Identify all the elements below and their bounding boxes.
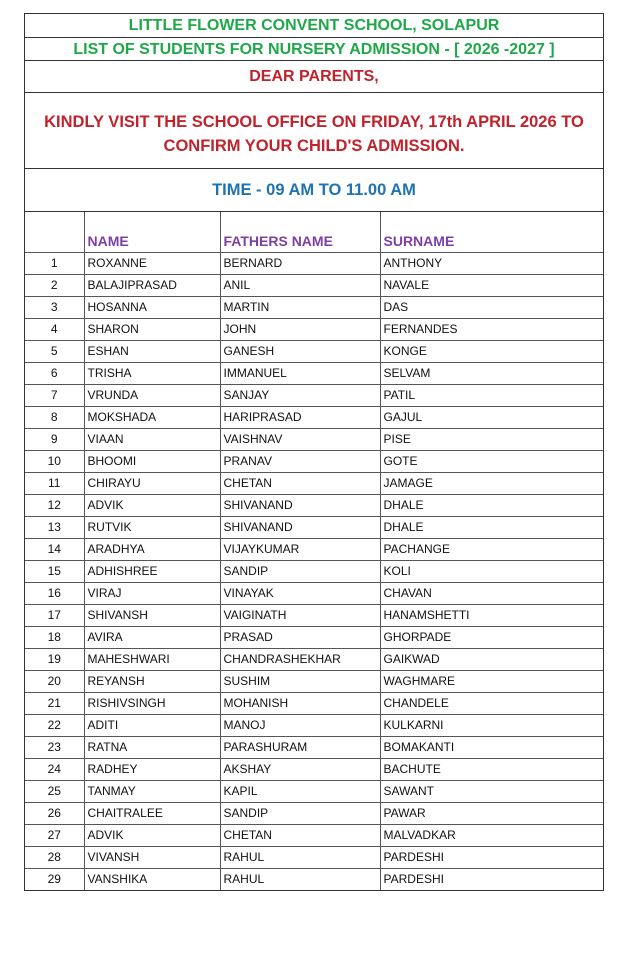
table-row bbox=[25, 780, 603, 802]
cell-father-name: GANESH bbox=[220, 340, 380, 362]
school-name: LITTLE FLOWER CONVENT SCHOOL, SOLAPUR bbox=[25, 14, 603, 38]
cell-surname: DHALE bbox=[380, 516, 603, 538]
table-row bbox=[25, 604, 603, 626]
cell-surname: PARDESHI bbox=[380, 868, 603, 890]
cell-father-name: MANOJ bbox=[220, 714, 380, 736]
cell-sr: 5 bbox=[25, 340, 84, 362]
cell-surname: HANAMSHETTI bbox=[380, 604, 603, 626]
cell-father-name: MARTIN bbox=[220, 296, 380, 318]
table-row bbox=[25, 824, 603, 846]
cell-father-name: VIJAYKUMAR bbox=[220, 538, 380, 560]
cell-sr: 24 bbox=[25, 758, 84, 780]
table-row bbox=[25, 274, 603, 296]
time-line: TIME - 09 AM TO 11.00 AM bbox=[25, 169, 603, 212]
cell-surname: BACHUTE bbox=[380, 758, 603, 780]
column-header-surname: SURNAME bbox=[380, 212, 603, 252]
cell-surname: PAWAR bbox=[380, 802, 603, 824]
cell-surname: SELVAM bbox=[380, 362, 603, 384]
table-row bbox=[25, 626, 603, 648]
cell-name: VIVANSH bbox=[84, 846, 220, 868]
cell-father-name: SANDIP bbox=[220, 802, 380, 824]
cell-name: RUTVIK bbox=[84, 516, 220, 538]
table-row bbox=[25, 362, 603, 384]
cell-sr: 28 bbox=[25, 846, 84, 868]
cell-father-name: BERNARD bbox=[220, 252, 380, 274]
cell-name: ADVIK bbox=[84, 494, 220, 516]
cell-surname: GOTE bbox=[380, 450, 603, 472]
cell-surname: PACHANGE bbox=[380, 538, 603, 560]
cell-surname: PARDESHI bbox=[380, 846, 603, 868]
cell-father-name: VAISHNAV bbox=[220, 428, 380, 450]
table-row bbox=[25, 340, 603, 362]
cell-surname: KULKARNI bbox=[380, 714, 603, 736]
cell-father-name: CHANDRASHEKHAR bbox=[220, 648, 380, 670]
students-table bbox=[25, 212, 603, 890]
cell-name: MAHESHWARI bbox=[84, 648, 220, 670]
cell-sr: 8 bbox=[25, 406, 84, 428]
cell-surname: GAIKWAD bbox=[380, 648, 603, 670]
cell-sr: 26 bbox=[25, 802, 84, 824]
cell-father-name: IMMANUEL bbox=[220, 362, 380, 384]
cell-name: BALAJIPRASAD bbox=[84, 274, 220, 296]
cell-father-name: SHIVANAND bbox=[220, 494, 380, 516]
cell-sr: 11 bbox=[25, 472, 84, 494]
table-row bbox=[25, 758, 603, 780]
cell-surname: KOLI bbox=[380, 560, 603, 582]
table-row bbox=[25, 516, 603, 538]
table-row bbox=[25, 384, 603, 406]
cell-father-name: PRANAV bbox=[220, 450, 380, 472]
cell-sr: 6 bbox=[25, 362, 84, 384]
cell-father-name: CHETAN bbox=[220, 472, 380, 494]
cell-sr: 4 bbox=[25, 318, 84, 340]
cell-name: ADITI bbox=[84, 714, 220, 736]
cell-sr: 9 bbox=[25, 428, 84, 450]
cell-sr: 14 bbox=[25, 538, 84, 560]
cell-surname: NAVALE bbox=[380, 274, 603, 296]
column-header-sr bbox=[25, 212, 84, 252]
cell-name: VRUNDA bbox=[84, 384, 220, 406]
cell-father-name: PRASAD bbox=[220, 626, 380, 648]
cell-name: REYANSH bbox=[84, 670, 220, 692]
table-row bbox=[25, 472, 603, 494]
cell-name: TRISHA bbox=[84, 362, 220, 384]
cell-father-name: VAIGINATH bbox=[220, 604, 380, 626]
cell-name: VIAAN bbox=[84, 428, 220, 450]
table-row bbox=[25, 450, 603, 472]
cell-name: ESHAN bbox=[84, 340, 220, 362]
table-row bbox=[25, 494, 603, 516]
table-row bbox=[25, 252, 603, 274]
cell-name: SHARON bbox=[84, 318, 220, 340]
cell-father-name: RAHUL bbox=[220, 868, 380, 890]
cell-father-name: HARIPRASAD bbox=[220, 406, 380, 428]
cell-surname: KONGE bbox=[380, 340, 603, 362]
cell-sr: 18 bbox=[25, 626, 84, 648]
cell-name: AVIRA bbox=[84, 626, 220, 648]
cell-surname: PATIL bbox=[380, 384, 603, 406]
cell-surname: GAJUL bbox=[380, 406, 603, 428]
cell-father-name: CHETAN bbox=[220, 824, 380, 846]
cell-sr: 29 bbox=[25, 868, 84, 890]
table-row bbox=[25, 648, 603, 670]
cell-name: VIRAJ bbox=[84, 582, 220, 604]
table-row bbox=[25, 868, 603, 890]
table-row bbox=[25, 802, 603, 824]
cell-sr: 15 bbox=[25, 560, 84, 582]
cell-father-name: KAPIL bbox=[220, 780, 380, 802]
cell-father-name: MOHANISH bbox=[220, 692, 380, 714]
table-row bbox=[25, 582, 603, 604]
cell-father-name: JOHN bbox=[220, 318, 380, 340]
instruction-line-2: CONFIRM YOUR CHILD'S ADMISSION. bbox=[163, 137, 465, 155]
cell-sr: 2 bbox=[25, 274, 84, 296]
cell-father-name: AKSHAY bbox=[220, 758, 380, 780]
cell-sr: 19 bbox=[25, 648, 84, 670]
cell-name: VANSHIKA bbox=[84, 868, 220, 890]
cell-sr: 20 bbox=[25, 670, 84, 692]
cell-father-name: SANJAY bbox=[220, 384, 380, 406]
table-row bbox=[25, 538, 603, 560]
cell-surname: MALVADKAR bbox=[380, 824, 603, 846]
table-row bbox=[25, 406, 603, 428]
table-row bbox=[25, 692, 603, 714]
cell-sr: 27 bbox=[25, 824, 84, 846]
cell-surname: FERNANDES bbox=[380, 318, 603, 340]
cell-father-name: PARASHURAM bbox=[220, 736, 380, 758]
cell-father-name: ANIL bbox=[220, 274, 380, 296]
table-row bbox=[25, 428, 603, 450]
column-header-father: FATHERS NAME bbox=[220, 212, 380, 252]
cell-name: RATNA bbox=[84, 736, 220, 758]
cell-sr: 3 bbox=[25, 296, 84, 318]
table-row bbox=[25, 670, 603, 692]
table-row bbox=[25, 560, 603, 582]
cell-father-name: SHIVANAND bbox=[220, 516, 380, 538]
cell-surname: DAS bbox=[380, 296, 603, 318]
cell-father-name: SANDIP bbox=[220, 560, 380, 582]
table-row bbox=[25, 318, 603, 340]
instruction-line-1: KINDLY VISIT THE SCHOOL OFFICE ON FRIDAY, 17th APRIL 2026 TO bbox=[44, 113, 584, 131]
cell-sr: 13 bbox=[25, 516, 84, 538]
greeting: DEAR PARENTS, bbox=[25, 61, 603, 93]
cell-sr: 16 bbox=[25, 582, 84, 604]
cell-surname: PISE bbox=[380, 428, 603, 450]
cell-name: CHIRAYU bbox=[84, 472, 220, 494]
cell-surname: JAMAGE bbox=[380, 472, 603, 494]
cell-sr: 22 bbox=[25, 714, 84, 736]
cell-name: BHOOMI bbox=[84, 450, 220, 472]
cell-sr: 12 bbox=[25, 494, 84, 516]
cell-name: ADVIK bbox=[84, 824, 220, 846]
cell-sr: 1 bbox=[25, 252, 84, 274]
cell-surname: ANTHONY bbox=[380, 252, 603, 274]
cell-surname: CHAVAN bbox=[380, 582, 603, 604]
cell-surname: SAWANT bbox=[380, 780, 603, 802]
cell-father-name: SUSHIM bbox=[220, 670, 380, 692]
cell-sr: 17 bbox=[25, 604, 84, 626]
cell-surname: CHANDELE bbox=[380, 692, 603, 714]
cell-name: CHAITRALEE bbox=[84, 802, 220, 824]
list-title: LIST OF STUDENTS FOR NURSERY ADMISSION - [ 2026 -2027 ] bbox=[25, 38, 603, 61]
cell-sr: 25 bbox=[25, 780, 84, 802]
cell-name: RISHIVSINGH bbox=[84, 692, 220, 714]
admission-list-sheet bbox=[24, 13, 604, 891]
cell-name: ADHISHREE bbox=[84, 560, 220, 582]
cell-sr: 10 bbox=[25, 450, 84, 472]
cell-name: SHIVANSH bbox=[84, 604, 220, 626]
instruction bbox=[25, 93, 603, 169]
cell-name: TANMAY bbox=[84, 780, 220, 802]
cell-sr: 7 bbox=[25, 384, 84, 406]
cell-name: RADHEY bbox=[84, 758, 220, 780]
cell-name: MOKSHADA bbox=[84, 406, 220, 428]
table-row bbox=[25, 714, 603, 736]
table-row bbox=[25, 296, 603, 318]
table-header-row bbox=[25, 212, 603, 252]
column-header-name: NAME bbox=[84, 212, 220, 252]
cell-surname: GHORPADE bbox=[380, 626, 603, 648]
table-row bbox=[25, 736, 603, 758]
cell-name: ROXANNE bbox=[84, 252, 220, 274]
cell-name: HOSANNA bbox=[84, 296, 220, 318]
cell-surname: WAGHMARE bbox=[380, 670, 603, 692]
cell-sr: 21 bbox=[25, 692, 84, 714]
cell-father-name: RAHUL bbox=[220, 846, 380, 868]
cell-surname: BOMAKANTI bbox=[380, 736, 603, 758]
cell-father-name: VINAYAK bbox=[220, 582, 380, 604]
cell-sr: 23 bbox=[25, 736, 84, 758]
cell-surname: DHALE bbox=[380, 494, 603, 516]
table-row bbox=[25, 846, 603, 868]
cell-name: ARADHYA bbox=[84, 538, 220, 560]
